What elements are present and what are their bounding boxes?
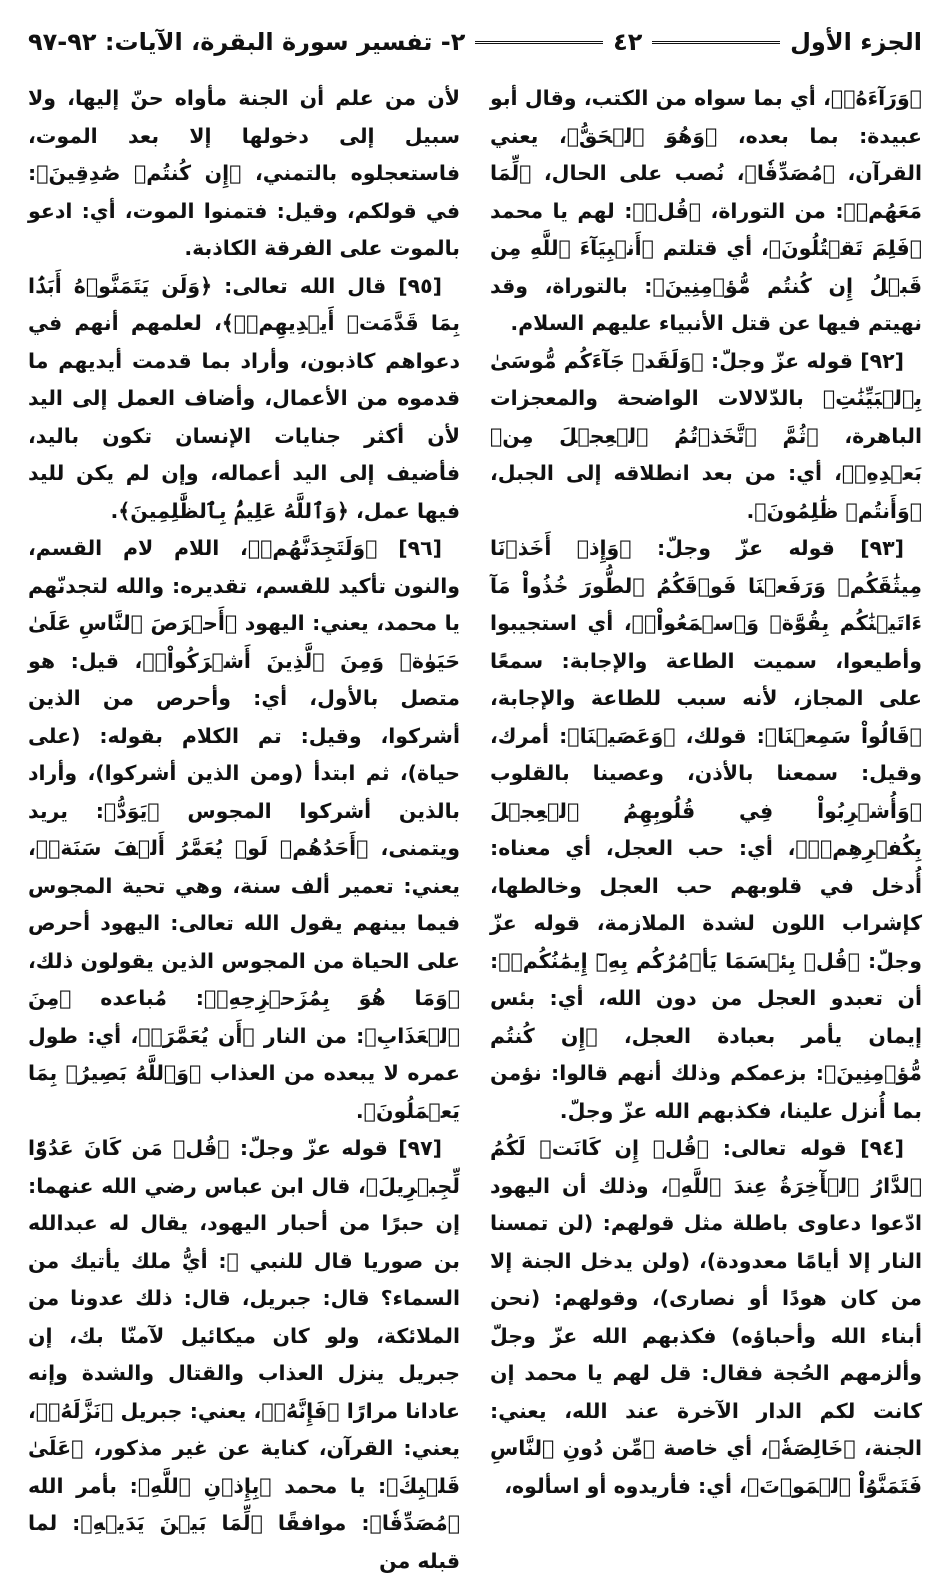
header-rule-left xyxy=(475,41,603,44)
paragraph-verse-97: [٩٧] قوله عزّ وجلّ: ﴿قُلۡ مَن كَانَ عَدُوّٗا لِّجِبۡرِيلَ﴾، قال ابن عباس رضي الله عنهما: إن حبرًا من أحبار اليهود، يقال له عبدالله بن صوريا قال للنبي ﷺ: أيُّ ملك يأتيك من السماء؟ قال: جبريل، قال: ذلك عدونا من الملائكة، ولو كان ميكائيل لآمنّا بك، إن جبريل ينزل العذاب والقتال والشدة وإنه عادانا مرارًا ﴿فَإِنَّهُۥ﴾، يعني: جبريل ﴿نَزَّلَهُۥ﴾، يعني: القرآن، كناية عن غير مذكور، ﴿عَلَىٰ قَلۡبِكَ﴾: يا محمد ﴿بِإِذۡنِ ٱللَّهِ﴾: بأمر الله ﴿مُصَدِّقٗا﴾: موافقًا ﴿لِّمَا بَيۡنَ يَدَيۡهِ﴾: لما قبله من xyxy=(28,1136,460,1573)
page-header xyxy=(28,22,922,62)
paragraph-verse-92: [٩٢] قوله عزّ وجلّ: ﴿وَلَقَدۡ جَآءَكُم مُّوسَىٰ بِٱلۡبَيِّنَٰتِ﴾ بالدّلالات الواضحة والمعجزات الباهرة، ﴿ثُمَّ ٱتَّخَذۡتُمُ ٱلۡعِجۡلَ مِنۢ بَعۡدِهِۦ﴾، أي: من بعد انطلاقه إلى الجبل، ﴿وَأَنتُمۡ ظَٰلِمُونَ﴾. xyxy=(490,348,922,523)
page-number: ٤٢ xyxy=(613,28,643,56)
paragraph-verse-95: [٩٥] قال الله تعالى: ﴿وَلَن يَتَمَنَّوۡهُ أَبَدَۢا بِمَا قَدَّمَتۡ أَيۡدِيهِمۡۗ﴾، لعلمهم أنهم في دعواهم كاذبون، وأراد بما قدمت أيديهم ما قدموه من الأعمال، وأضاف العمل إلى اليد لأن أكثر جنايات الإنسان تكون باليد، فأضيف إلى اليد أعماله، وإن لم يكن لليد فيها عمل، ﴿وَٱللَّهُ عَلِيمُۢ بِٱلظَّٰلِمِينَ﴾. xyxy=(28,273,460,523)
paragraph-verse-96: [٩٦] ﴿وَلَتَجِدَنَّهُمۡ﴾، اللام لام القسم، والنون تأكيد للقسم، تقديره: والله لتجدنّهم يا محمد، يعني: اليهود ﴿أَحۡرَصَ ٱلنَّاسِ عَلَىٰ حَيَوٰةٖ وَمِنَ ٱلَّذِينَ أَشۡرَكُواْۚ﴾، قيل: هو متصل بالأول، أي: وأحرص من الذين أشركوا، وقيل: تم الكلام بقوله: (على حياة)، ثم ابتدأ (ومن الذين أشركوا)، وأراد بالذين أشركوا المجوس ﴿يَوَدُّ﴾: يريد ويتمنى، ﴿أَحَدُهُمۡ لَوۡ يُعَمَّرُ أَلۡفَ سَنَةٖ﴾، يعني: تعمير ألف سنة، وهي تحية المجوس فيما بينهم يقول الله تعالى: اليهود أحرص على الحياة من المجوس الذين يقولون ذلك، ﴿وَمَا هُوَ بِمُزَحۡزِحِهِۦ﴾: مُباعده ﴿مِنَ ٱلۡعَذَابِ﴾: من النار ﴿أَن يُعَمَّرَۗ﴾، أي: طول عمره لا يبعده من العذاب ﴿وَٱللَّهُ بَصِيرُۢ بِمَا يَعۡمَلُونَ﴾. xyxy=(28,536,460,1123)
part-title: الجزء الأول xyxy=(790,28,922,56)
header-rule-right xyxy=(652,41,780,44)
paragraph: لأن من علم أن الجنة مأواه حنّ إليها، ولا سبيل إلى دخولها إلا بعد الموت، فاستعجلوه بالتمني، ﴿إِن كُنتُمۡ صَٰدِقِينَ﴾: في قولكم، وقيل: فتمنوا الموت، أي: ادعو بالموت على الفرقة الكاذبة. xyxy=(28,86,460,260)
left-column xyxy=(28,80,460,1573)
surah-title: ٢- تفسير سورة البقرة، الآيات: ٩٢-٩٧ xyxy=(28,28,466,56)
paragraph-verse-94: [٩٤] قوله تعالى: ﴿قُلۡ إِن كَانَتۡ لَكُمُ ٱلدَّارُ ٱلۡأٓخِرَةُ عِندَ ٱللَّهِ﴾، وذلك أن اليهود ادّعوا دعاوى باطلة مثل قولهم: (لن تمسنا النار إلا أيامًا معدودة)، (ولن يدخل الجنة إلا من كان هودًا أو نصارى)، وقولهم: (نحن أبناء الله وأحباؤه) فكذبهم الله عزّ وجلّ وألزمهم الحُجة فقال: قل لهم يا محمد إن كانت لكم الدار الآخرة عند الله، يعني: الجنة، ﴿خَالِصَةٗ﴾، أي خاصة ﴿مِّن دُونِ ٱلنَّاسِ فَتَمَنَّوُاْ ٱلۡمَوۡتَ﴾، أي: فأريدوه أو اسألوه، xyxy=(490,1136,922,1498)
right-column xyxy=(490,80,922,1498)
paragraph-verse-93: [٩٣] قوله عزّ وجلّ: ﴿وَإِذۡ أَخَذۡنَا مِيثَٰقَكُمۡ وَرَفَعۡنَا فَوۡقَكُمُ ٱلطُّورَ خُذُواْ مَآ ءَاتَيۡنَٰكُم بِقُوَّةٖ وَٱسۡمَعُواْۖ﴾، أي استجيبوا وأطيعوا، سميت الطاعة والإجابة: سمعًا على المجاز، لأنه سبب للطاعة والإجابة، ﴿قَالُواْ سَمِعۡنَا﴾: قولك، ﴿وَعَصَيۡنَا﴾: أمرك، وقيل: سمعنا بالأذن، وعصينا بالقلوب ﴿وَأُشۡرِبُواْ فِي قُلُوبِهِمُ ٱلۡعِجۡلَ بِكُفۡرِهِمۡۚ﴾، أي: حب العجل، أي معناه: أُدخل في قلوبهم حب العجل وخالطها، كإشراب اللون لشدة الملازمة، قوله عزّ وجلّ: ﴿قُلۡ بِئۡسَمَا يَأۡمُرُكُم بِهِۦٓ إِيمَٰنُكُمۡ﴾: أن تعبدو العجل من دون الله، أي: بئس إيمان يأمر بعبادة العجل، ﴿إِن كُنتُم مُّؤۡمِنِينَ﴾: بزعمكم وذلك أنهم قالوا: نؤمن بما أُنزل علينا، فكذبهم الله عزّ وجلّ. xyxy=(490,536,922,1123)
paragraph: ﴿وَرَآءَهُۥ﴾، أي بما سواه من الكتب، وقال أبو عبيدة: بما بعده، ﴿وَهُوَ ٱلۡحَقُّ﴾، يعني القرآن، ﴿مُصَدِّقٗا﴾، نُصب على الحال، ﴿لِّمَا مَعَهُمۡ﴾: من التوراة، ﴿قُلۡ﴾: لهم يا محمد ﴿فَلِمَ تَقۡتُلُونَ﴾، أي قتلتم ﴿أَنۢبِيَآءَ ٱللَّهِ مِن قَبۡلُ إِن كُنتُم مُّؤۡمِنِينَ﴾: بالتوراة، وقد نهيتم فيها عن قتل الأنبياء عليهم السلام. xyxy=(490,86,922,335)
